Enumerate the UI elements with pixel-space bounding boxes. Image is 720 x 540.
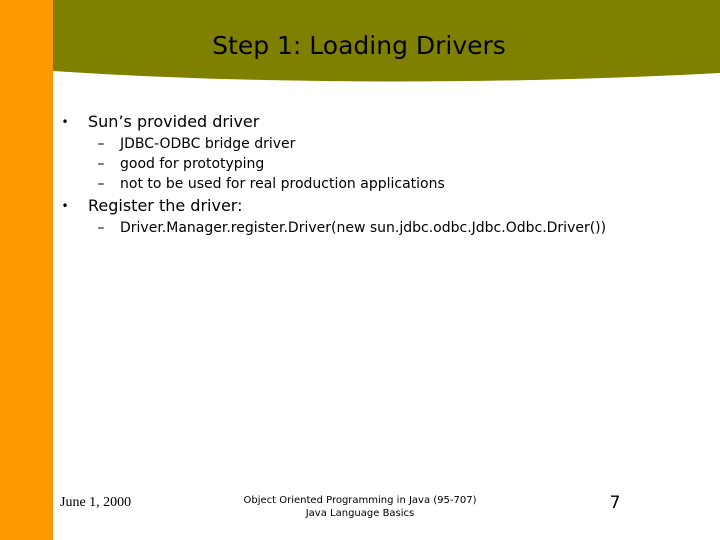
sub-item-marker: – [97, 176, 105, 192]
bullet-item [60, 196, 660, 216]
slide-title: Step 1: Loading Drivers [212, 31, 506, 60]
sub-item [96, 135, 656, 153]
sub-item-text: not to be used for real production applications [120, 176, 445, 192]
sub-item [96, 155, 656, 173]
footer-course-info [220, 494, 500, 520]
bullet-item [60, 112, 660, 132]
sub-item [96, 175, 656, 193]
footer-course-title: Object Oriented Programming in Java (95-707) [243, 495, 477, 506]
sub-item-marker: – [97, 156, 105, 172]
sub-item [96, 219, 656, 237]
sub-item-text: JDBC-ODBC bridge driver [120, 136, 296, 152]
footer-date: June 1, 2000 [60, 495, 132, 510]
bullet-text: Register the driver: [88, 196, 243, 215]
sub-item-text: Driver.Manager.register.Driver(new sun.jdbc.odbc.Jdbc.Odbc.Driver()) [120, 220, 607, 236]
sub-item-marker: – [97, 220, 105, 236]
footer-course-subtitle: Java Language Basics [305, 508, 415, 519]
page-number: 7 [609, 493, 621, 513]
bullet-text: Sun’s provided driver [88, 112, 260, 131]
sub-item-marker: – [97, 136, 105, 152]
sub-item-text: good for prototyping [120, 156, 265, 172]
bullet-marker: • [61, 115, 69, 129]
bullet-marker: • [61, 199, 69, 213]
